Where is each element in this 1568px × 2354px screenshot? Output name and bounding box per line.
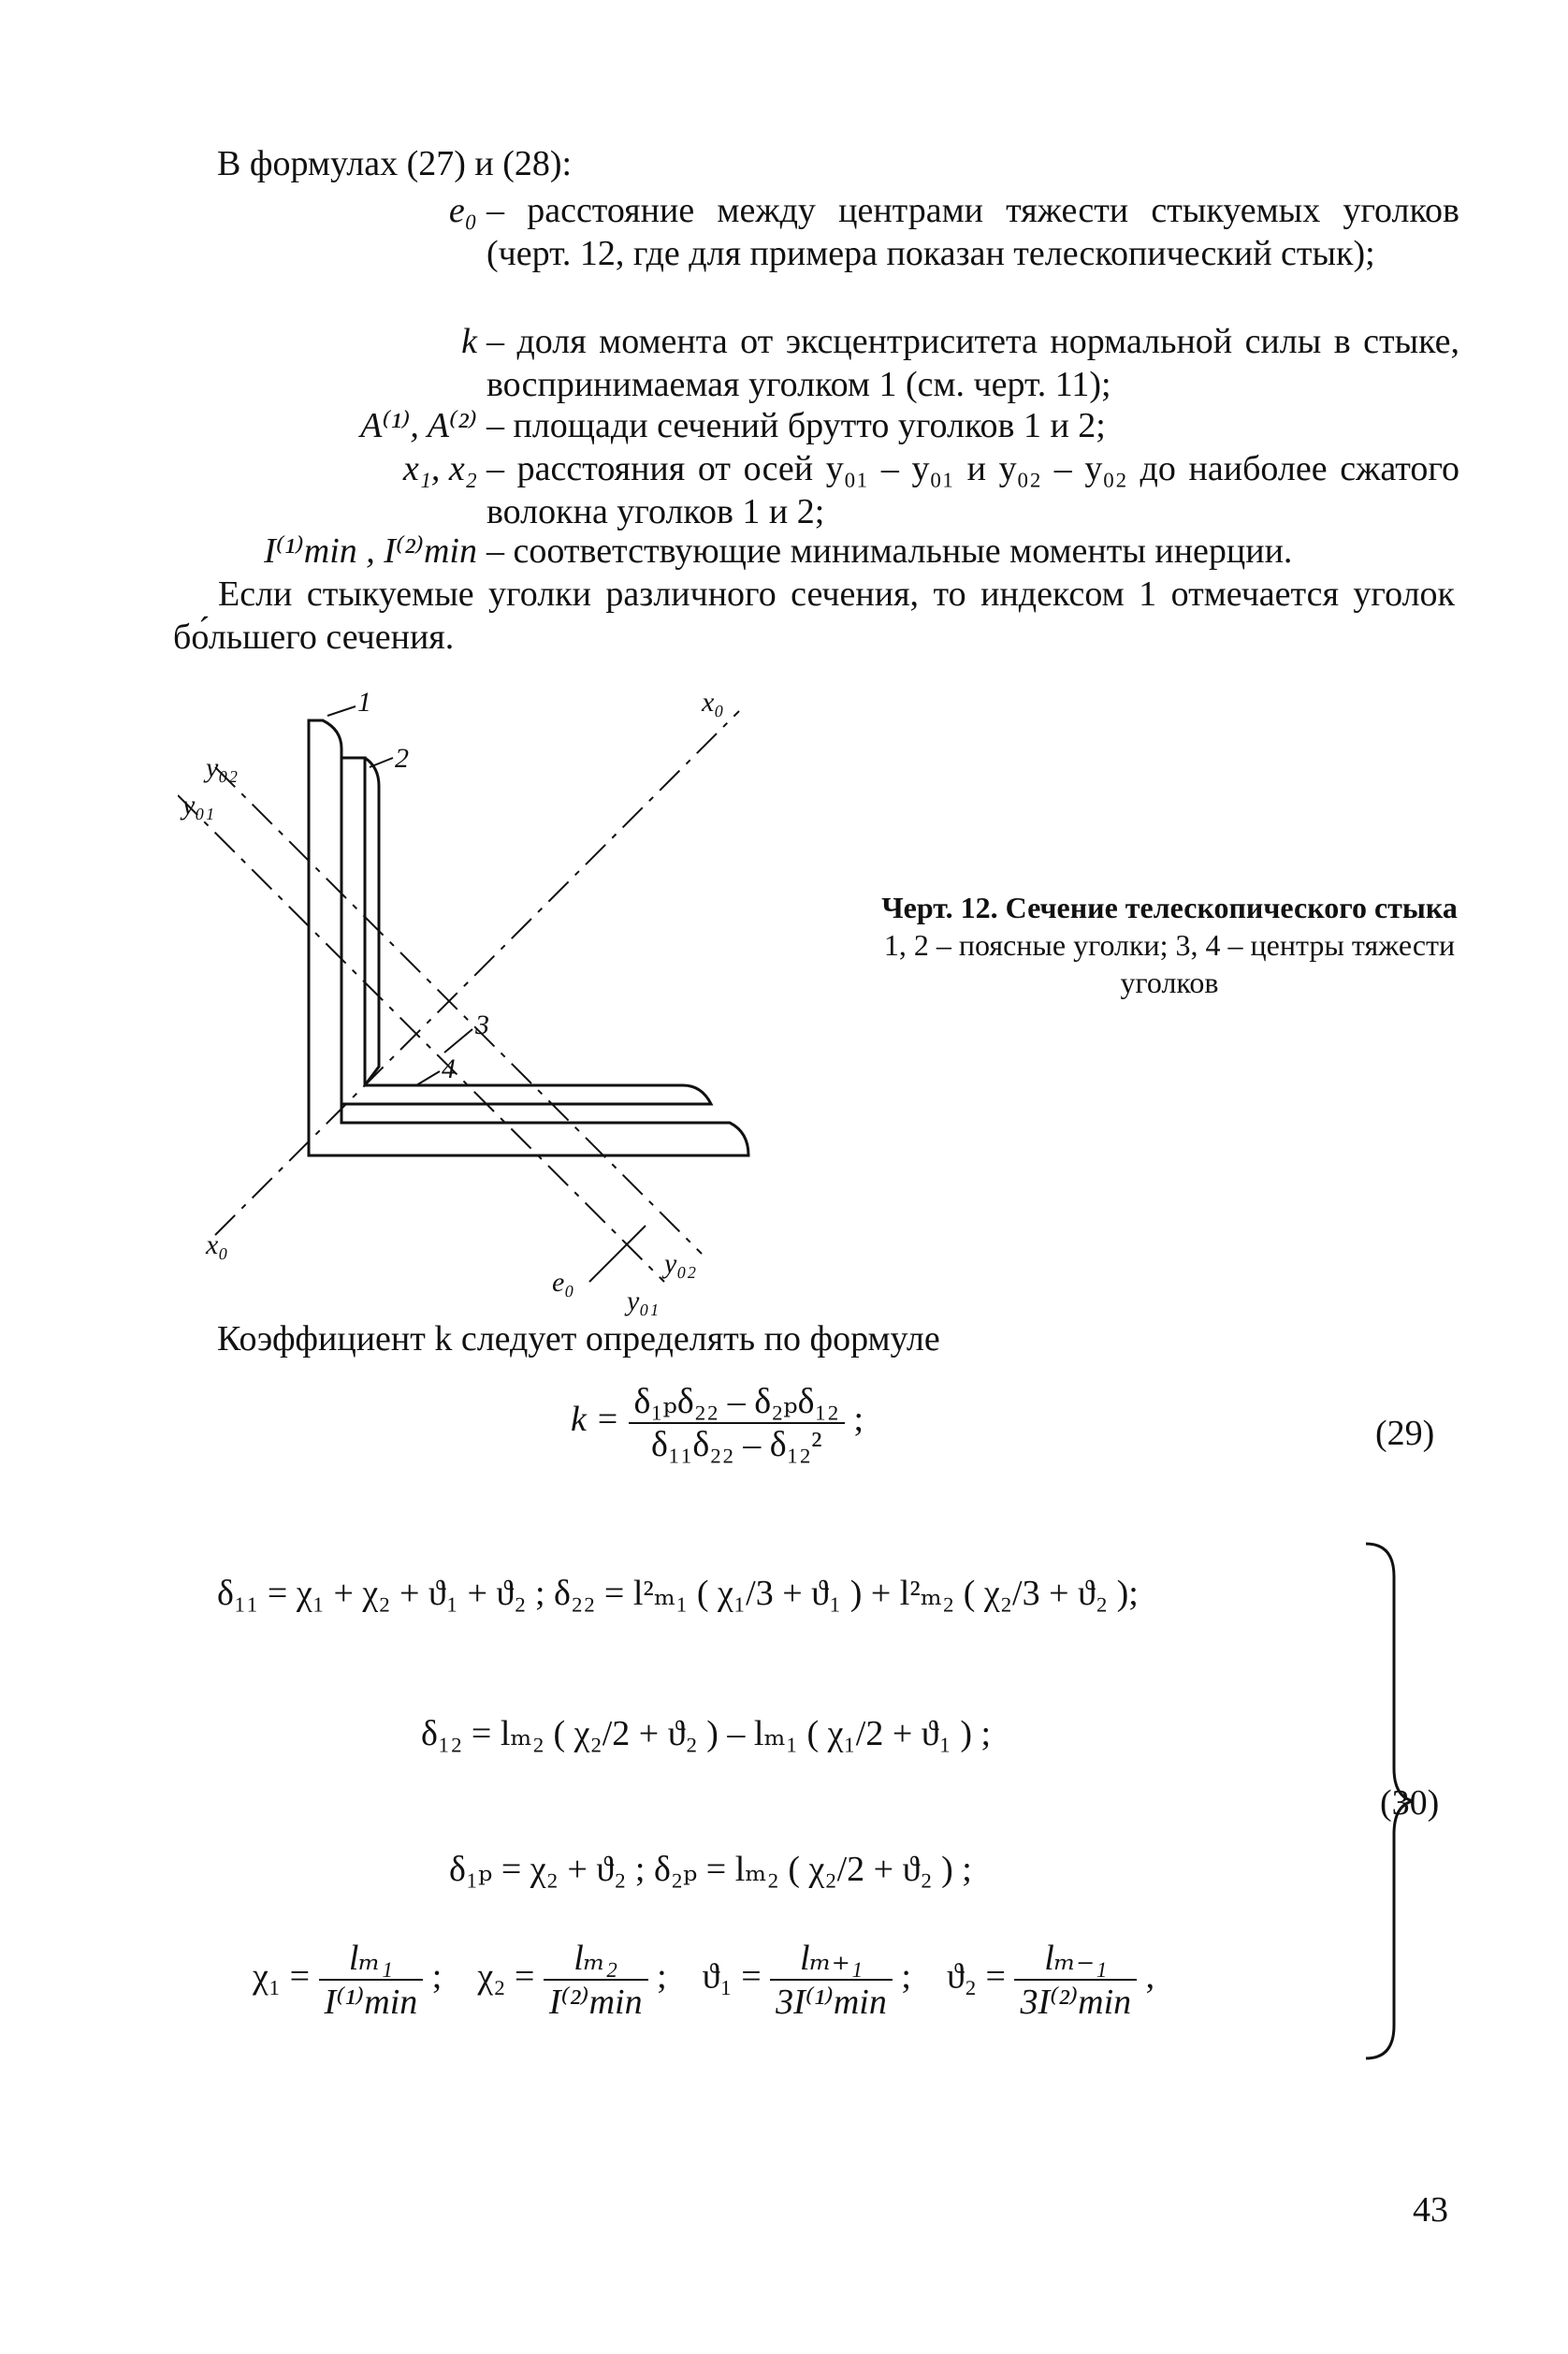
- definition-text: – расстояние между центрами тяжести стыкуемых уголков (черт. 12, где для примера показан телескопический стык);: [486, 191, 1459, 273]
- leader-3: [444, 1029, 472, 1053]
- equation-29: [571, 1380, 864, 1465]
- eq29-tail: ;: [853, 1400, 864, 1440]
- definition-symbol: k: [461, 322, 477, 361]
- angle-2-fillet: [365, 758, 379, 1085]
- chi1-numerator: lₘ₁: [319, 1937, 424, 1981]
- eq29-lhs: k =: [571, 1400, 620, 1440]
- y02-axis: [215, 767, 702, 1254]
- angle-1-outline: [309, 720, 748, 1155]
- definition-symbol: I⁽¹⁾min , I⁽²⁾min: [264, 531, 477, 571]
- chi1-denominator: I⁽¹⁾min: [324, 1983, 418, 2022]
- label-y01-bottom: y₀₁: [627, 1286, 660, 1316]
- eq30-line-3: δ₁ₚ = χ₂ + ϑ₂ ; δ₂ₚ = lₘ₂ ( χ₂/2 + ϑ₂ ) ;: [449, 1850, 972, 1889]
- definition-item: [0, 320, 1568, 406]
- definition-symbol: e₀: [448, 191, 477, 230]
- label-y01-top: y₀₁: [182, 790, 215, 821]
- label-y02-bottom: y₀₂: [664, 1248, 697, 1279]
- equation-29-number: (29): [1375, 1414, 1435, 1453]
- label-2: 2: [395, 743, 409, 774]
- definition-item: [0, 404, 1568, 447]
- eq29-numerator: δ₁ₚδ₂₂ – δ₂ₚδ₁₂: [629, 1380, 846, 1424]
- theta1-numerator: lₘ₊₁: [770, 1937, 893, 1981]
- eq30-line-1: δ₁₁ = χ₁ + χ₂ + ϑ₁ + ϑ₂ ; δ₂₂ = l²ₘ₁ ( χ₁/3 + ϑ₁ ) + l²ₘ₂ ( χ₂/3 + ϑ₂ );: [217, 1574, 1139, 1613]
- caption-legend: 1, 2 – поясные уголки; 3, 4 – центры тяжести уголков: [883, 928, 1456, 999]
- leader-4: [416, 1071, 440, 1085]
- leader-1: [327, 706, 356, 716]
- definition-item: [0, 447, 1568, 533]
- chi2-denominator: I⁽²⁾min: [548, 1983, 643, 2022]
- formula-intro: Коэффициент k следует определять по формуле: [217, 1319, 940, 1359]
- leader-2: [370, 758, 393, 767]
- page-number: 43: [1413, 2190, 1448, 2230]
- eq30-line-4: [253, 1937, 1154, 2023]
- theta1-denominator: 3I⁽¹⁾min: [776, 1983, 887, 2022]
- theta2-separator: ,: [1145, 1956, 1155, 1997]
- chi1-fraction: [319, 1937, 424, 2023]
- label-e0: e₀: [552, 1267, 574, 1298]
- chi1-separator: ;: [431, 1956, 443, 1997]
- chi2-separator: ;: [657, 1956, 667, 1997]
- eq29-denominator: δ₁₁δ₂₂ – δ₁₂²: [650, 1425, 822, 1464]
- definition-text: – расстояния от осей y₀₁ – y₀₁ и y₀₂ – y₀₂ до наиболее сжатого волокна уголков 1 и 2;: [486, 449, 1459, 531]
- eq30-line-2: δ₁₂ = lₘ₂ ( χ₂/2 + ϑ₂ ) – lₘ₁ ( χ₁/2 + ϑ₁ ) ;: [421, 1714, 992, 1753]
- theta2-denominator: 3I⁽²⁾min: [1020, 1983, 1132, 2022]
- theta1-fraction: [770, 1937, 893, 2023]
- definition-text: – площади сечений брутто уголков 1 и 2;: [486, 406, 1106, 445]
- label-4: 4: [442, 1053, 456, 1084]
- theta2-fraction: [1014, 1937, 1137, 2023]
- definition-symbol: x₁, x₂: [402, 449, 477, 488]
- label-3: 3: [475, 1010, 489, 1040]
- label-x0-top: x₀: [702, 692, 724, 718]
- y01-axis: [178, 795, 664, 1282]
- chi2-fraction: [544, 1937, 648, 2023]
- angle-section-figure: [178, 692, 777, 1329]
- theta1-lhs: ϑ₁ =: [702, 1956, 762, 1997]
- figure-caption: [870, 889, 1469, 1001]
- definition-item: [0, 530, 1568, 573]
- theta2-numerator: lₘ₋₁: [1014, 1937, 1137, 1981]
- label-1: 1: [357, 692, 371, 718]
- definition-symbol: A⁽¹⁾, A⁽²⁾: [360, 406, 477, 445]
- definition-item: [0, 189, 1568, 320]
- eq29-fraction: [629, 1380, 846, 1465]
- label-y02-top: y₀₂: [206, 752, 239, 783]
- intro-line: В формулах (27) и (28):: [217, 144, 573, 183]
- chi2-lhs: χ₂ =: [477, 1956, 535, 1997]
- definition-text: – доля момента от эксцентриситета нормальной силы в стыке, воспринимаемая уголком 1 (см. черт. 11);: [486, 322, 1459, 404]
- label-x0-bottom: x₀: [206, 1229, 228, 1260]
- equation-30-number: (30): [1380, 1783, 1440, 1823]
- theta2-lhs: ϑ₂ =: [946, 1956, 1006, 1997]
- paragraph-text: Если стыкуемые уголки различного сечения, то индексом 1 отмечается уголок бо́льшего сечения.: [173, 574, 1455, 657]
- theta1-separator: ;: [901, 1956, 911, 1997]
- chi1-lhs: χ₁ =: [253, 1956, 311, 1997]
- chi2-numerator: lₘ₂: [544, 1937, 648, 1981]
- caption-title: Черт. 12. Сечение телескопического стыка: [881, 891, 1458, 924]
- definition-text: – соответствующие минимальные моменты инерции.: [486, 531, 1293, 571]
- angle-2-outline: [341, 758, 711, 1104]
